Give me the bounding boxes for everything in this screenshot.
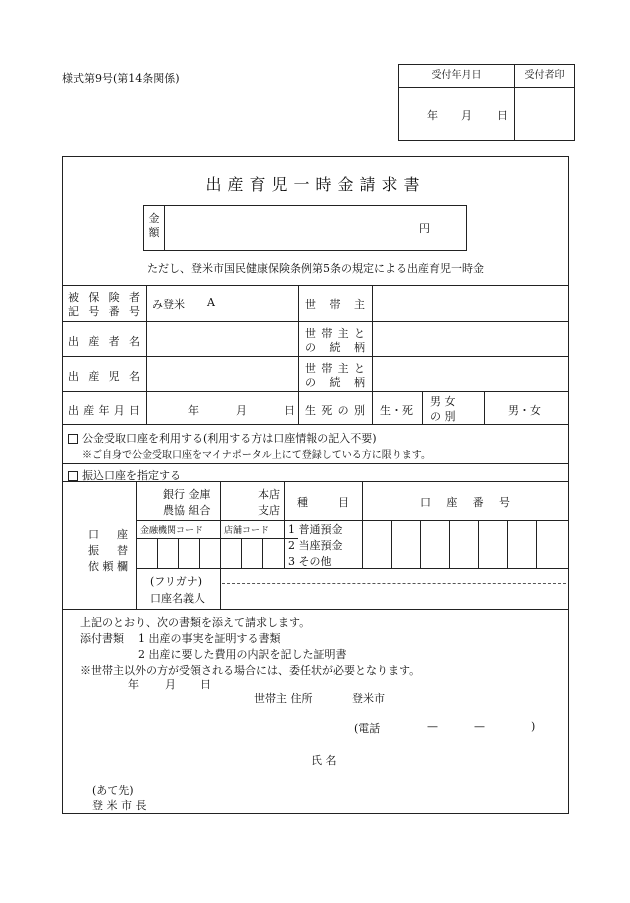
birth-month: 月	[236, 404, 247, 417]
amount-label: 金額	[144, 206, 165, 250]
footer-day: 日	[200, 678, 211, 691]
transfer-side-label-3: 依頼欄	[88, 560, 128, 573]
reception-date-header: 受付年月日	[399, 65, 515, 88]
branch-code-label: 店舗コード	[224, 526, 270, 536]
footer-year: 年	[128, 678, 139, 691]
reception-box	[398, 64, 575, 141]
addressee-label: (あて先)	[92, 784, 134, 797]
birth-day: 日	[284, 404, 295, 417]
attachment-1: 1 出産の事実を証明する書類	[138, 632, 281, 645]
public-account-option[interactable]	[68, 430, 377, 446]
amount-field[interactable]	[143, 205, 467, 251]
account-number-header: 口 座 番 号	[420, 496, 510, 509]
amount-unit: 円	[419, 222, 430, 235]
account-type-header: 種 目	[297, 496, 349, 509]
reception-date-cell[interactable]	[399, 88, 515, 140]
householder-label: 世帯主	[305, 298, 365, 311]
footer-statement: 上記のとおり、次の書類を添えて請求します。	[80, 616, 311, 629]
phone-close: )	[531, 720, 536, 733]
relation-label-2: の続柄	[305, 341, 365, 354]
address-city: 登米市	[352, 692, 385, 705]
account-type-other[interactable]: 3 その他	[288, 555, 332, 568]
proxy-note: ※世帯主以外の方が受領される場合には、委任状が必要となります。	[80, 664, 421, 677]
furigana-label: (フリガナ)	[150, 575, 203, 588]
name-label: 氏 名	[311, 754, 337, 767]
insured-prefix: み登米	[152, 298, 185, 311]
transfer-checkbox[interactable]	[68, 471, 78, 481]
branch-types-1: 本店	[258, 488, 280, 501]
addressee: 登 米 市 長	[92, 799, 147, 812]
sex-label-2: の 別	[430, 410, 456, 423]
child-name-field[interactable]	[152, 361, 292, 385]
birth-year: 年	[188, 404, 199, 417]
bank-types-2: 農協 組合	[163, 504, 211, 517]
form-frame	[62, 156, 569, 814]
child-name-label: 出産児名	[68, 370, 140, 383]
transfer-side-label-1: 口 座	[88, 528, 128, 541]
insured-label: 被保険者	[68, 291, 140, 304]
account-type-current[interactable]: 2 当座預金	[288, 539, 343, 552]
reception-day: 日	[497, 109, 508, 122]
footer-month: 月	[165, 678, 176, 691]
phone-dash-2: —	[474, 720, 485, 733]
phone-dash-1: —	[427, 720, 438, 733]
form-number: 様式第9号(第14条関係)	[62, 72, 180, 85]
account-type-ordinary[interactable]: 1 普通預金	[288, 523, 343, 536]
transfer-side-label-2: 振 替	[88, 544, 128, 557]
branch-types-2: 支店	[258, 504, 280, 517]
attachments-label: 添付書類	[80, 632, 124, 645]
form-title: 出産育児一時金請求書	[205, 175, 426, 194]
relation-label: 世帯主と	[305, 327, 365, 340]
insured-number-label: 記号番号	[68, 305, 140, 318]
reception-receiver-header: 受付者印	[515, 65, 574, 88]
bank-code-label: 金融機関コード	[140, 526, 204, 536]
insured-letter: A	[207, 296, 215, 309]
mother-name-label: 出産者名	[68, 335, 140, 348]
attachment-2: 2 出産に要した費用の内訳を記した証明書	[138, 648, 347, 661]
bank-types-1: 銀行 金庫	[163, 488, 211, 501]
birth-date-label: 出産年月日	[68, 404, 140, 417]
sex-label: 男 女	[430, 395, 456, 408]
reception-year: 年	[427, 109, 438, 122]
address-label: 世帯主 住所	[254, 692, 313, 705]
account-holder-label: 口座名義人	[150, 592, 205, 605]
basis-note: ただし、登米市国民健康保険条例第5条の規定による出産育児一時金	[147, 262, 484, 275]
householder-field[interactable]	[380, 292, 560, 316]
public-account-text: 公金受取口座を利用する(利用する方は口座情報の記入不要)	[82, 432, 377, 445]
child-relation-label: 世帯主と	[305, 362, 365, 375]
alive-label: 生死の別	[305, 404, 365, 417]
sex-choice[interactable]: 男・女	[508, 404, 541, 417]
alive-choice[interactable]: 生・死	[380, 404, 413, 417]
child-relation-label-2: の続柄	[305, 376, 365, 389]
transfer-text: 振込口座を指定する	[82, 469, 181, 482]
phone-open: (電話	[354, 722, 381, 735]
reception-month: 月	[461, 109, 472, 122]
mother-name-field[interactable]	[152, 326, 292, 350]
public-account-checkbox[interactable]	[68, 434, 78, 444]
public-account-note: ※ご自身で公金受取口座をマイナポータル上にて登録している方に限ります。	[82, 450, 431, 461]
